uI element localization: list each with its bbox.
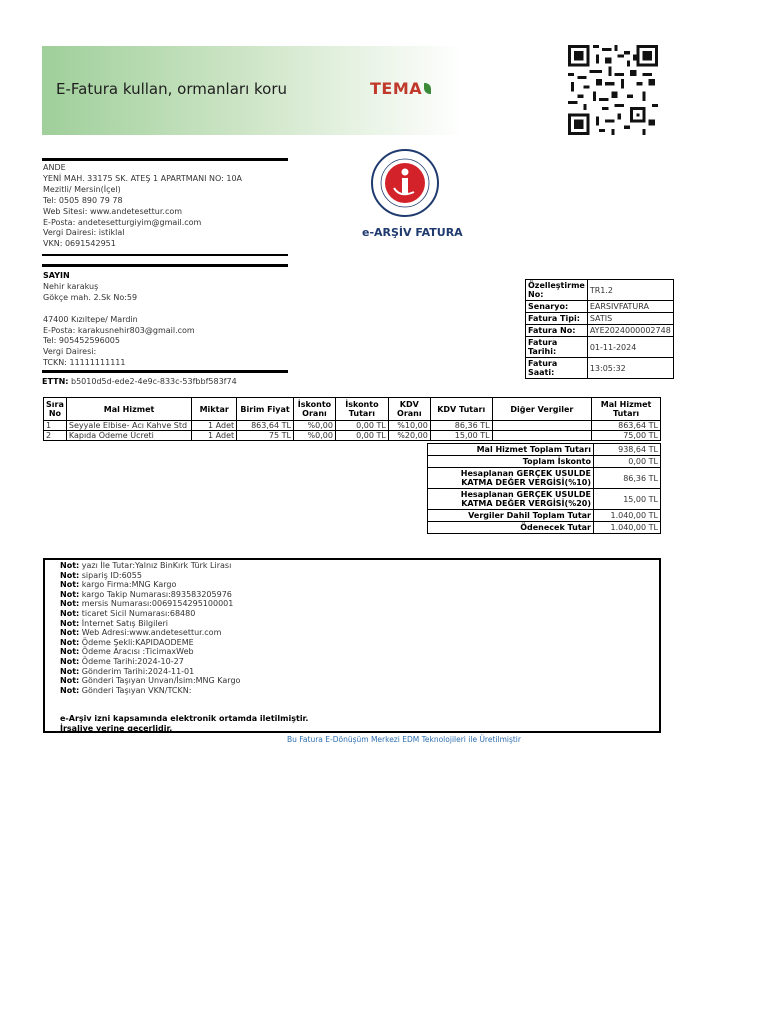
info-key: Fatura No: bbox=[526, 325, 588, 337]
note-label: Not: bbox=[60, 561, 80, 570]
note-line bbox=[60, 628, 659, 638]
table-cell: 1 Adet bbox=[192, 431, 237, 441]
seller-line: Web Sitesi: www.andetesettur.com bbox=[43, 206, 183, 216]
seller-line: ANDE bbox=[43, 163, 66, 172]
seller-line: YENİ MAH. 33175 SK. ATEŞ 1 APARTMANI NO: 10A bbox=[43, 173, 243, 183]
column-header: KDV Tutarı bbox=[430, 398, 492, 421]
note-line bbox=[60, 638, 659, 648]
note-line bbox=[60, 561, 659, 571]
seller-info bbox=[43, 163, 288, 250]
buyer-info bbox=[43, 271, 288, 369]
divider bbox=[42, 254, 288, 256]
note-line bbox=[60, 599, 659, 609]
table-cell: 0,00 TL bbox=[335, 431, 388, 441]
total-value: 0,00 TL bbox=[594, 456, 661, 468]
note-label: Not: bbox=[60, 628, 80, 638]
note-line bbox=[60, 609, 659, 619]
table-cell: %0,00 bbox=[293, 421, 335, 431]
total-row bbox=[428, 489, 661, 510]
ettn bbox=[42, 377, 237, 386]
table-cell bbox=[492, 421, 592, 431]
total-label: Hesaplanan GERÇEK USULDE KATMA DEĞER VERGİSİ(%20) bbox=[428, 489, 594, 510]
column-header: Diğer Vergiler bbox=[492, 398, 592, 421]
info-row bbox=[526, 280, 674, 301]
note-line bbox=[60, 580, 659, 590]
info-key: Fatura Tarihi: bbox=[526, 337, 588, 358]
table-cell: 863,64 TL bbox=[237, 421, 294, 431]
note-text: Web Adresi:www.andetesettur.com bbox=[81, 628, 222, 638]
note-line bbox=[60, 667, 659, 677]
total-row bbox=[428, 456, 661, 468]
note-text: Ödeme Tarihi:2024-10-27 bbox=[81, 656, 184, 666]
gib-seal-logo bbox=[370, 148, 440, 218]
leaf-icon bbox=[424, 83, 431, 94]
note-label: Not: bbox=[60, 589, 80, 599]
buyer-header: SAYIN bbox=[43, 271, 70, 280]
note-text: yazı İle Tutar:Yalnız BinKırk Türk Lirası bbox=[81, 561, 232, 570]
info-key: Fatura Saati: bbox=[526, 358, 588, 379]
table-cell: 15,00 TL bbox=[430, 431, 492, 441]
info-key: Fatura Tipi: bbox=[526, 313, 588, 325]
note-label: Not: bbox=[60, 666, 80, 676]
buyer-line: E-Posta: karakusnehir803@gmail.com bbox=[43, 325, 195, 335]
note-label: Not: bbox=[60, 599, 80, 609]
note-label: Not: bbox=[60, 580, 80, 590]
buyer-line: 47400 Kızıltepe/ Mardin bbox=[43, 314, 138, 324]
info-value: EARSIVFATURA bbox=[587, 301, 673, 313]
note-label: Not: bbox=[60, 647, 80, 657]
total-row bbox=[428, 510, 661, 522]
buyer-line bbox=[43, 304, 288, 315]
info-key: Senaryo: bbox=[526, 301, 588, 313]
table-cell: %0,00 bbox=[293, 431, 335, 441]
total-value: 1.040,00 TL bbox=[594, 522, 661, 534]
table-row bbox=[44, 431, 661, 441]
note-line bbox=[60, 619, 659, 629]
info-key: Özelleştirme No: bbox=[526, 280, 588, 301]
table-cell: Kapıda Ödeme Ücreti bbox=[66, 431, 191, 441]
note-label: Not: bbox=[60, 608, 80, 618]
table-cell: 75 TL bbox=[237, 431, 294, 441]
invoice-info-table bbox=[525, 279, 674, 379]
tema-logo-text: TEMA bbox=[370, 79, 423, 98]
total-value: 15,00 TL bbox=[594, 489, 661, 510]
buyer-line: Tel: 905452596005 bbox=[43, 336, 120, 346]
divider bbox=[42, 370, 288, 373]
total-label: Mal Hizmet Toplam Tutarı bbox=[428, 444, 594, 456]
total-row bbox=[428, 468, 661, 489]
table-cell: 86,36 TL bbox=[430, 421, 492, 431]
total-label: Vergiler Dahil Toplam Tutar bbox=[428, 510, 594, 522]
note-text: Gönderim Tarihi:2024-11-01 bbox=[81, 666, 195, 676]
note-text: Gönderi Taşıyan VKN/TCKN: bbox=[81, 685, 192, 695]
column-header: Sıra No bbox=[44, 398, 67, 421]
total-value: 1.040,00 TL bbox=[594, 510, 661, 522]
column-header: Mal Hizmet bbox=[66, 398, 191, 421]
buyer-line: Vergi Dairesi: bbox=[43, 347, 97, 357]
total-row bbox=[428, 444, 661, 456]
note-text: mersis Numarası:0069154295100001 bbox=[81, 599, 234, 609]
divider bbox=[42, 264, 288, 267]
note-label: Not: bbox=[60, 618, 80, 628]
items-table bbox=[43, 397, 661, 441]
note-text: Gönderi Taşıyan Unvan/İsim:MNG Kargo bbox=[81, 676, 241, 686]
table-cell: 75,00 TL bbox=[592, 431, 661, 441]
table-cell: 2 bbox=[44, 431, 67, 441]
table-header-row bbox=[44, 398, 661, 421]
info-value: TR1.2 bbox=[587, 280, 673, 301]
ettn-value: b5010d5d-ede2-4e9c-833c-53fbbf583f74 bbox=[71, 377, 237, 386]
qr-code bbox=[566, 45, 660, 135]
legal-notice: İrsaliye yerine geçerlidir. bbox=[60, 723, 173, 733]
info-row bbox=[526, 301, 674, 313]
table-cell: 863,64 TL bbox=[592, 421, 661, 431]
column-header: Mal Hizmet Tutarı bbox=[592, 398, 661, 421]
table-cell: 1 Adet bbox=[192, 421, 237, 431]
note-line bbox=[60, 590, 659, 600]
footer-credit: Bu Fatura E-Dönüşüm Merkezi EDM Teknolojileri ile Üretilmiştir bbox=[287, 735, 521, 744]
note-text: Ödeme Şekli:KAPIDAODEME bbox=[81, 637, 194, 647]
campaign-banner bbox=[42, 46, 464, 135]
total-value: 938,64 TL bbox=[594, 444, 661, 456]
column-header: Miktar bbox=[192, 398, 237, 421]
note-label: Not: bbox=[60, 685, 80, 695]
info-value: 13:05:32 bbox=[587, 358, 673, 379]
info-row bbox=[526, 358, 674, 379]
column-header: Birim Fiyat bbox=[237, 398, 294, 421]
table-row bbox=[44, 421, 661, 431]
total-label: Ödenecek Tutar bbox=[428, 522, 594, 534]
total-value: 86,36 TL bbox=[594, 468, 661, 489]
info-value: SATIS bbox=[587, 313, 673, 325]
note-label: Not: bbox=[60, 656, 80, 666]
total-label: Hesaplanan GERÇEK USULDE KATMA DEĞER VERGİSİ(%10) bbox=[428, 468, 594, 489]
total-label: Toplam İskonto bbox=[428, 456, 594, 468]
seller-line: E-Posta: andetesetturgiyim@gmail.com bbox=[43, 217, 202, 227]
note-line bbox=[60, 676, 659, 686]
table-cell: 0,00 TL bbox=[335, 421, 388, 431]
note-line bbox=[60, 647, 659, 657]
note-label: Not: bbox=[60, 570, 80, 580]
info-value: AYE2024000002748 bbox=[587, 325, 673, 337]
notes-box bbox=[43, 558, 661, 733]
note-text: ticaret Sicil Numarası:68480 bbox=[81, 608, 196, 618]
note-text: sipariş ID:6055 bbox=[81, 570, 142, 580]
banner-slogan: E-Fatura kullan, ormanları koru bbox=[56, 80, 288, 98]
buyer-line: TCKN: 11111111111 bbox=[43, 358, 126, 368]
note-label: Not: bbox=[60, 637, 80, 647]
table-cell: Seyyale Elbise- Acı Kahve Std bbox=[66, 421, 191, 431]
info-row bbox=[526, 313, 674, 325]
note-line bbox=[60, 657, 659, 667]
seller-line: Mezitli/ Mersin(İçel) bbox=[43, 184, 121, 194]
total-row bbox=[428, 522, 661, 534]
column-header: KDV Oranı bbox=[388, 398, 430, 421]
column-header: İskonto Tutarı bbox=[335, 398, 388, 421]
document-title: e-ARŞİV FATURA bbox=[362, 226, 463, 239]
seller-line: Vergi Dairesi: istiklal bbox=[43, 228, 125, 238]
buyer-line: Nehir karakuş bbox=[43, 281, 99, 291]
table-cell: %20,00 bbox=[388, 431, 430, 441]
note-text: Ödeme Aracısı :TicimaxWeb bbox=[81, 647, 194, 657]
divider bbox=[42, 158, 288, 161]
column-header: İskonto Oranı bbox=[293, 398, 335, 421]
info-row bbox=[526, 325, 674, 337]
totals-table bbox=[427, 443, 661, 534]
seller-line: VKN: 0691542951 bbox=[43, 239, 116, 249]
note-label: Not: bbox=[60, 676, 80, 686]
info-value: 01-11-2024 bbox=[587, 337, 673, 358]
note-text: kargo Takip Numarası:893583205976 bbox=[81, 589, 232, 599]
info-row bbox=[526, 337, 674, 358]
tema-logo bbox=[370, 79, 431, 98]
note-text: İnternet Satış Bilgileri bbox=[81, 618, 169, 628]
table-cell bbox=[492, 431, 592, 441]
note-text: kargo Firma:MNG Kargo bbox=[81, 580, 177, 590]
note-line bbox=[60, 686, 659, 696]
note-line bbox=[60, 571, 659, 581]
table-cell: %10,00 bbox=[388, 421, 430, 431]
ettn-label: ETTN: bbox=[42, 377, 69, 386]
seller-line: Tel: 0505 890 79 78 bbox=[43, 195, 123, 205]
buyer-line: Gökçe mah. 2.Sk No:59 bbox=[43, 292, 138, 302]
table-cell: 1 bbox=[44, 421, 67, 431]
legal-notice: e-Arşiv izni kapsamında elektronik ortamda iletilmiştir. bbox=[60, 714, 309, 724]
